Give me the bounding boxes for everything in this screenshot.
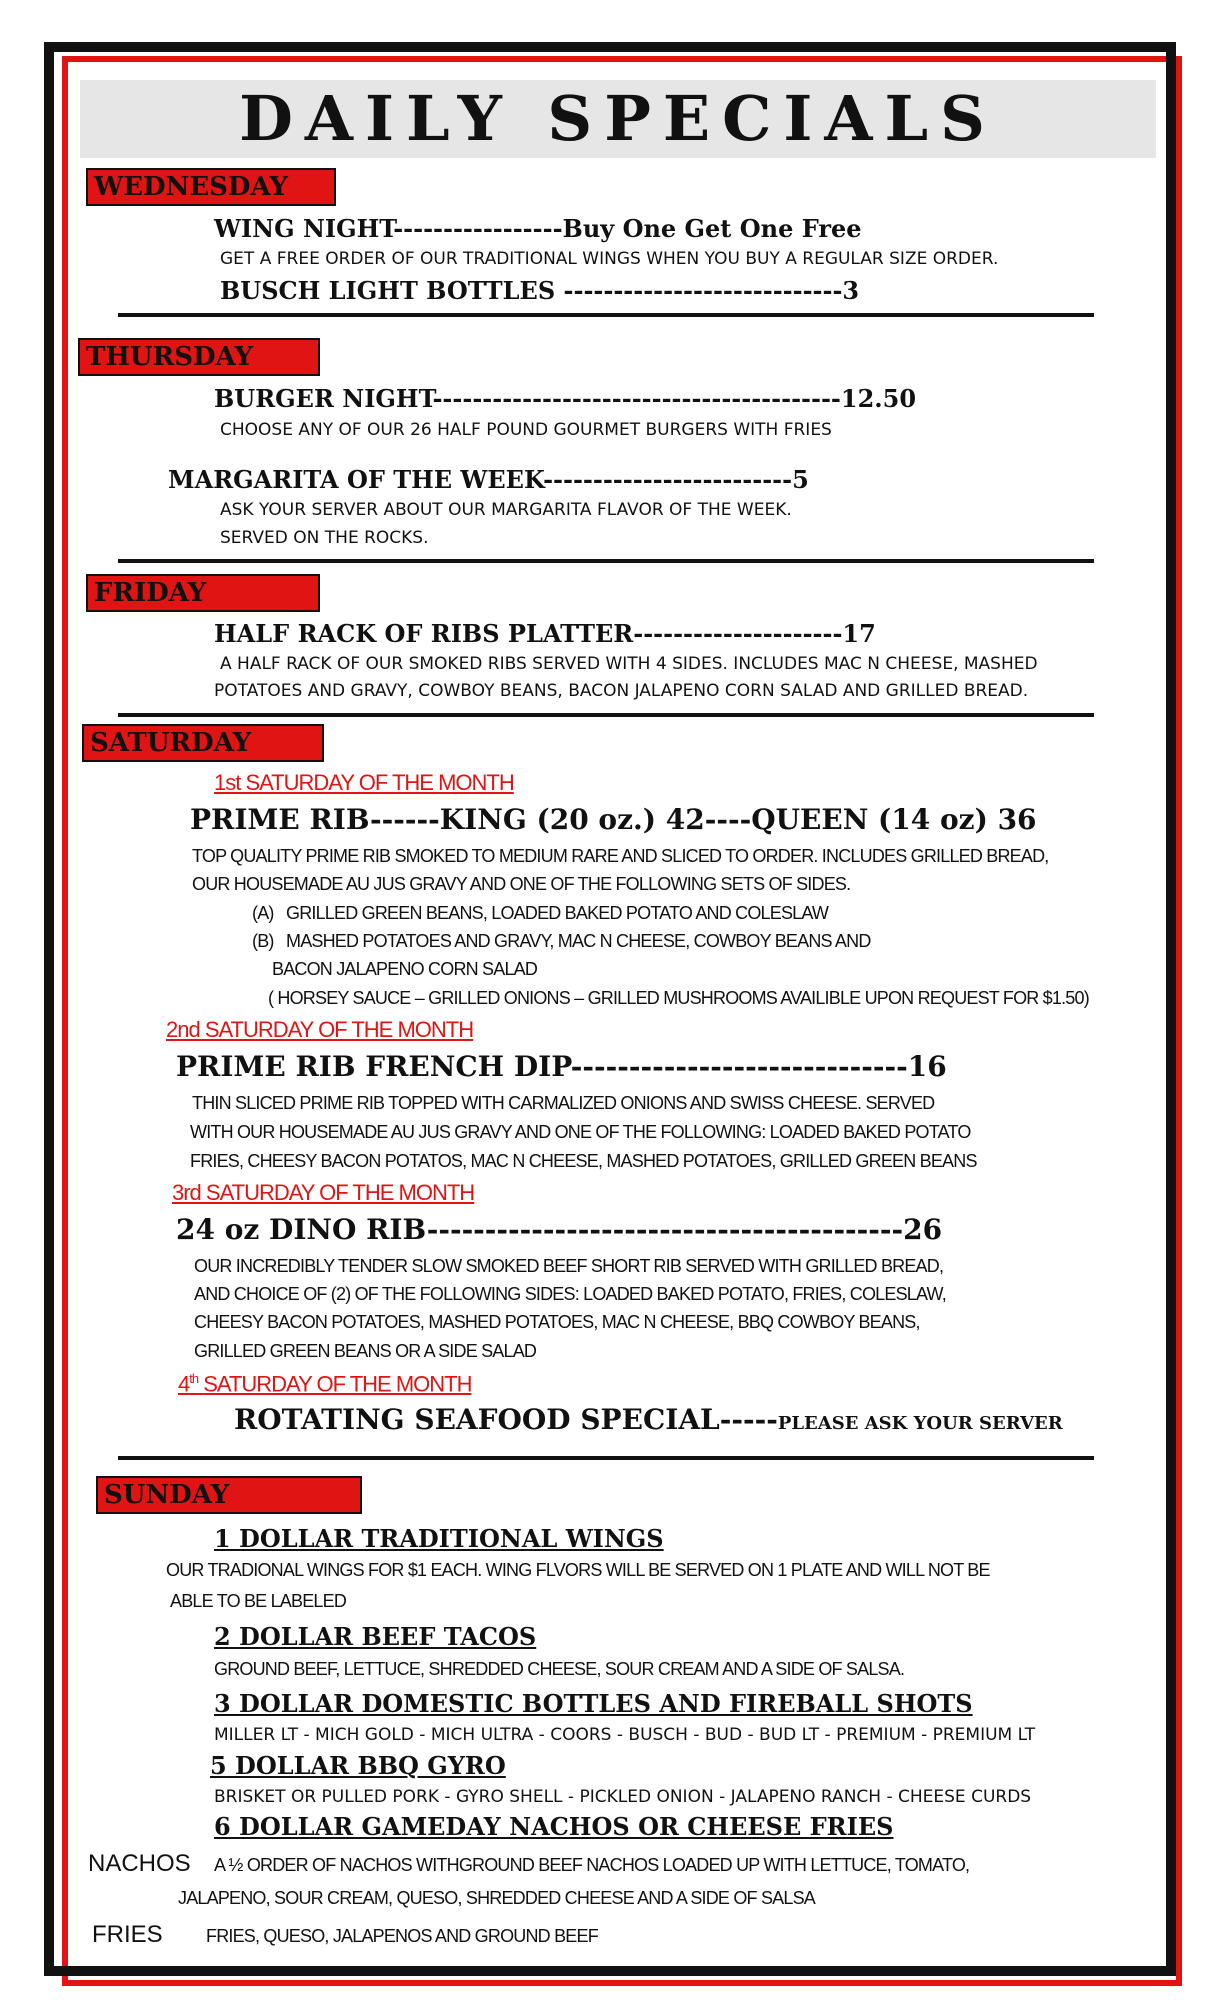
page-title: DAILY SPECIALS xyxy=(239,82,997,155)
saturday-week1-option-b-cont: BACON JALAPENO CORN SALAD xyxy=(272,959,538,979)
saturday-week2-french-dip: PRIME RIB FRENCH DIP-----------------------------16 xyxy=(176,1050,947,1083)
saturday-week4-text: SATURDAY OF THE MONTH xyxy=(203,1371,472,1397)
day-header-thursday: THURSDAY xyxy=(78,338,320,376)
sunday-nachos-label: NACHOS xyxy=(88,1850,191,1877)
wednesday-item-wing-night-desc: GET A FREE ORDER OF OUR TRADITIONAL WINGS WHEN YOU BUY A REGULAR SIZE ORDER. xyxy=(220,249,999,269)
saturday-week3-desc-2: AND CHOICE OF (2) OF THE FOLLOWING SIDES: LOADED BAKED POTATO, FRIES, COLESLAW, xyxy=(194,1284,946,1304)
section-divider xyxy=(118,1456,1094,1460)
saturday-week4-seafood-title: ROTATING SEAFOOD SPECIAL----- xyxy=(234,1403,778,1436)
saturday-week1-prime-rib: PRIME RIB------KING (20 oz.) 42----QUEEN (14 oz) 36 xyxy=(190,803,1037,836)
saturday-week1-option-a-key: (A) xyxy=(252,903,274,923)
sunday-item-domestic-bottles: 3 DOLLAR DOMESTIC BOTTLES AND FIREBALL SHOTS xyxy=(214,1689,973,1718)
friday-item-ribs-platter: HALF RACK OF RIBS PLATTER---------------------17 xyxy=(214,619,876,648)
saturday-week1-option-b-key: (B) xyxy=(252,931,274,951)
saturday-week1-option-b: MASHED POTATOES AND GRAVY, MAC N CHEESE, COWBOY BEANS AND xyxy=(286,931,871,951)
sunday-item-wings-desc-2: ABLE TO BE LABELED xyxy=(170,1591,347,1611)
sunday-item-bbq-gyro: 5 DOLLAR BBQ GYRO xyxy=(210,1751,506,1780)
thursday-item-margarita-desc-1: ASK YOUR SERVER ABOUT OUR MARGARITA FLAVOR OF THE WEEK. xyxy=(220,500,792,520)
saturday-week1-option-a: GRILLED GREEN BEANS, LOADED BAKED POTATO AND COLESLAW xyxy=(286,903,829,923)
saturday-week3-desc-3: CHEESY BACON POTATOES, MASHED POTATOES, MAC N CHEESE, BBQ COWBOY BEANS, xyxy=(194,1312,920,1332)
outer-black-frame xyxy=(44,42,1176,1976)
sunday-fries-desc: FRIES, QUESO, JALAPENOS AND GROUND BEEF xyxy=(206,1926,598,1946)
friday-item-ribs-desc-2: POTATOES AND GRAVY, COWBOY BEANS, BACON JALAPENO CORN SALAD AND GRILLED BREAD. xyxy=(214,681,1029,701)
sunday-nachos-desc-1: A ½ ORDER OF NACHOS WITHGROUND BEEF NACHOS LOADED UP WITH LETTUCE, TOMATO, xyxy=(214,1855,970,1875)
thursday-item-burger-night-desc: CHOOSE ANY OF OUR 26 HALF POUND GOURMET BURGERS WITH FRIES xyxy=(220,420,832,440)
saturday-week1-desc-2: OUR HOUSEMADE AU JUS GRAVY AND ONE OF THE FOLLOWING SETS OF SIDES. xyxy=(192,874,851,894)
section-divider xyxy=(118,713,1094,717)
day-header-saturday: SATURDAY xyxy=(82,724,324,762)
sunday-fries-label: FRIES xyxy=(92,1921,163,1948)
saturday-week4-seafood xyxy=(234,1403,1063,1436)
saturday-week3-desc-4: GRILLED GREEN BEANS OR A SIDE SALAD xyxy=(194,1341,537,1361)
sunday-item-tacos: 2 DOLLAR BEEF TACOS xyxy=(214,1622,537,1651)
thursday-item-margarita-desc-2: SERVED ON THE ROCKS. xyxy=(220,528,429,548)
sunday-item-tacos-desc: GROUND BEEF, LETTUCE, SHREDDED CHEESE, SOUR CREAM AND A SIDE OF SALSA. xyxy=(214,1659,905,1679)
saturday-week4-label xyxy=(178,1371,472,1397)
saturday-week3-label: 3rd SATURDAY OF THE MONTH xyxy=(172,1180,475,1205)
saturday-week2-label: 2nd SATURDAY OF THE MONTH xyxy=(166,1017,474,1042)
sunday-nachos-desc-2: JALAPENO, SOUR CREAM, QUESO, SHREDDED CHEESE AND A SIDE OF SALSA xyxy=(178,1888,815,1908)
day-header-wednesday: WEDNESDAY xyxy=(86,168,336,206)
thursday-item-burger-night: BURGER NIGHT-----------------------------------------12.50 xyxy=(214,384,917,413)
saturday-week1-desc-1: TOP QUALITY PRIME RIB SMOKED TO MEDIUM RARE AND SLICED TO ORDER. INCLUDES GRILLED BREAD, xyxy=(192,846,1049,866)
saturday-week4-seafood-tail: PLEASE ASK YOUR SERVER xyxy=(777,1413,1063,1434)
saturday-week4-number: 4 xyxy=(178,1371,190,1397)
sunday-item-wings-desc-1: OUR TRADIONAL WINGS FOR $1 EACH. WING FLVORS WILL BE SERVED ON 1 PLATE AND WILL NOT BE xyxy=(166,1560,990,1580)
saturday-week4-suffix: th xyxy=(189,1371,199,1386)
saturday-week2-desc-2: WITH OUR HOUSEMADE AU JUS GRAVY AND ONE OF THE FOLLOWING: LOADED BAKED POTATO xyxy=(190,1122,971,1142)
wednesday-item-wing-night: WING NIGHT-----------------Buy One Get One Free xyxy=(214,214,862,243)
wednesday-item-busch-light: BUSCH LIGHT BOTTLES ----------------------------3 xyxy=(220,276,860,305)
saturday-week3-desc-1: OUR INCREDIBLY TENDER SLOW SMOKED BEEF SHORT RIB SERVED WITH GRILLED BREAD, xyxy=(194,1256,944,1276)
saturday-week1-note: ( HORSEY SAUCE – GRILLED ONIONS – GRILLED MUSHROOMS AVAILIBLE UPON REQUEST FOR $1.50) xyxy=(268,988,1089,1008)
day-header-friday: FRIDAY xyxy=(86,574,320,612)
section-divider xyxy=(118,559,1094,563)
sunday-item-wings: 1 DOLLAR TRADITIONAL WINGS xyxy=(214,1524,664,1553)
section-divider xyxy=(118,313,1094,317)
day-header-sunday: SUNDAY xyxy=(96,1476,362,1514)
thursday-item-margarita: MARGARITA OF THE WEEK-------------------------5 xyxy=(168,465,809,494)
sunday-item-nachos-fries: 6 DOLLAR GAMEDAY NACHOS OR CHEESE FRIES xyxy=(214,1812,894,1841)
saturday-week3-dino-rib: 24 oz DINO RIB-----------------------------------------26 xyxy=(176,1213,943,1246)
saturday-week2-desc-3: FRIES, CHEESY BACON POTATOS, MAC N CHEESE, MASHED POTATOES, GRILLED GREEN BEANS xyxy=(190,1151,977,1171)
saturday-week1-label: 1st SATURDAY OF THE MONTH xyxy=(214,770,514,795)
saturday-week2-desc-1: THIN SLICED PRIME RIB TOPPED WITH CARMALIZED ONIONS AND SWISS CHEESE. SERVED xyxy=(192,1093,935,1113)
sunday-item-bbq-gyro-desc: BRISKET OR PULLED PORK - GYRO SHELL - PICKLED ONION - JALAPENO RANCH - CHEESE CURDS xyxy=(214,1787,1032,1807)
sunday-item-domestic-bottles-desc: MILLER LT - MICH GOLD - MICH ULTRA - COORS - BUSCH - BUD - BUD LT - PREMIUM - PREMIUM LT xyxy=(214,1725,1036,1745)
friday-item-ribs-desc-1: A HALF RACK OF OUR SMOKED RIBS SERVED WITH 4 SIDES. INCLUDES MAC N CHEESE, MASHED xyxy=(220,654,1038,674)
